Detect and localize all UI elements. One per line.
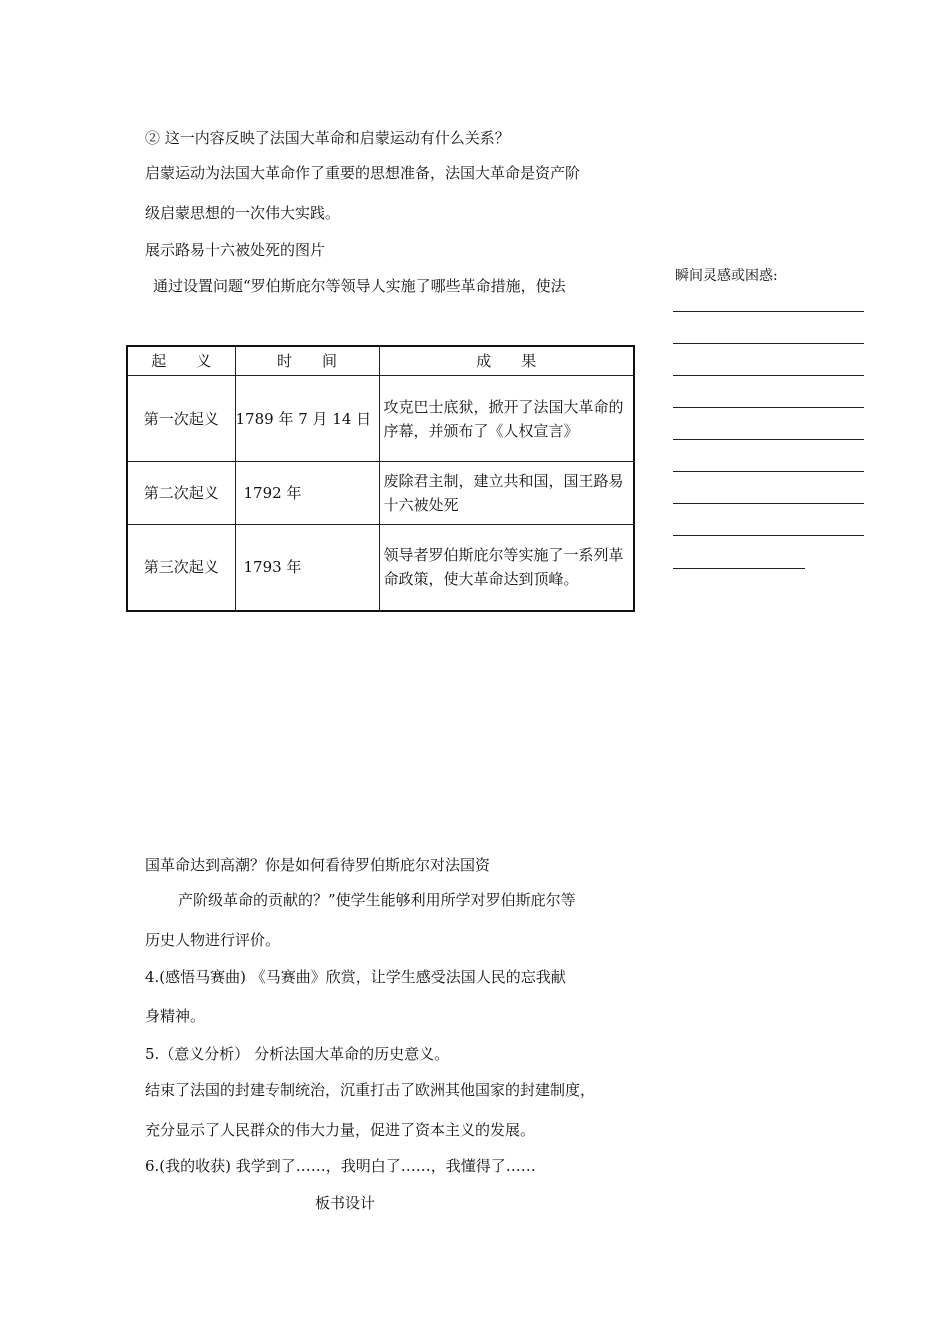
table-row	[127, 376, 634, 462]
note-line	[673, 375, 864, 376]
step-6-line: 6.(我的收获) 我学到了……，我明白了……，我懂得了……	[145, 1157, 536, 1175]
board-design-title: 板书设计	[315, 1194, 376, 1212]
uprising-result: 攻克巴士底狱，掀开了法国大革命的序幕，并颁布了《人权宣言》	[379, 376, 634, 462]
uprising-name: 第三次起义	[127, 525, 235, 611]
answer-line-2: 级启蒙思想的一次伟大实践。	[145, 204, 341, 222]
step-5-heading: 5.（意义分析） 分析法国大革命的历史意义。	[145, 1045, 450, 1063]
note-line	[673, 471, 864, 472]
header-time: 时 间	[235, 346, 379, 376]
note-line	[673, 311, 864, 312]
uprising-time: 1793 年	[235, 525, 379, 611]
uprising-time: 1792 年	[235, 462, 379, 525]
step-4-line-2: 身精神。	[145, 1007, 206, 1025]
question-setting-line-3: 产阶级革命的贡献的？”使学生能够利用所学对罗伯斯庇尔等	[178, 891, 576, 909]
table-row	[127, 525, 634, 611]
question-setting-line-1: 通过设置问题“罗伯斯庇尔等领导人实施了哪些革命措施，使法	[153, 277, 566, 295]
show-picture-line: 展示路易十六被处死的图片	[145, 241, 326, 259]
note-line	[673, 407, 864, 408]
uprising-result: 领导者罗伯斯庇尔等实施了一系列革命政策，使大革命达到顶峰。	[379, 525, 634, 611]
step-5-line-2: 充分显示了人民群众的伟大力量，促进了资本主义的发展。	[145, 1121, 536, 1139]
step-5-line-1: 结束了法国的封建专制统治，沉重打击了欧洲其他国家的封建制度，	[145, 1081, 596, 1099]
uprising-name: 第一次起义	[127, 376, 235, 462]
table-header-row	[127, 346, 634, 376]
note-line	[673, 343, 864, 344]
header-result: 成 果	[379, 346, 634, 376]
question-2: ② 这一内容反映了法国大革命和启蒙运动有什么关系？	[145, 129, 510, 147]
uprising-name: 第二次起义	[127, 462, 235, 525]
answer-line-1: 启蒙运动为法国大革命作了重要的思想准备，法国大革命是资产阶	[145, 164, 581, 182]
inspiration-notes-title: 瞬间灵感或困惑:	[675, 268, 778, 284]
table-row	[127, 462, 634, 525]
question-setting-line-4: 历史人物进行评价。	[145, 931, 281, 949]
question-setting-line-2: 国革命达到高潮？你是如何看待罗伯斯庇尔对法国资	[145, 856, 491, 874]
note-line	[673, 535, 864, 536]
uprising-result: 废除君主制，建立共和国，国王路易十六被处死	[379, 462, 634, 525]
note-line	[673, 568, 805, 569]
note-line	[673, 503, 864, 504]
uprising-time: 1789 年 7 月 14 日	[235, 376, 379, 462]
uprisings-table	[126, 345, 635, 612]
note-line	[673, 439, 864, 440]
header-uprising: 起 义	[127, 346, 235, 376]
step-4-line-1: 4.(感悟马赛曲) 《马赛曲》欣赏，让学生感受法国人民的忘我献	[145, 968, 566, 986]
